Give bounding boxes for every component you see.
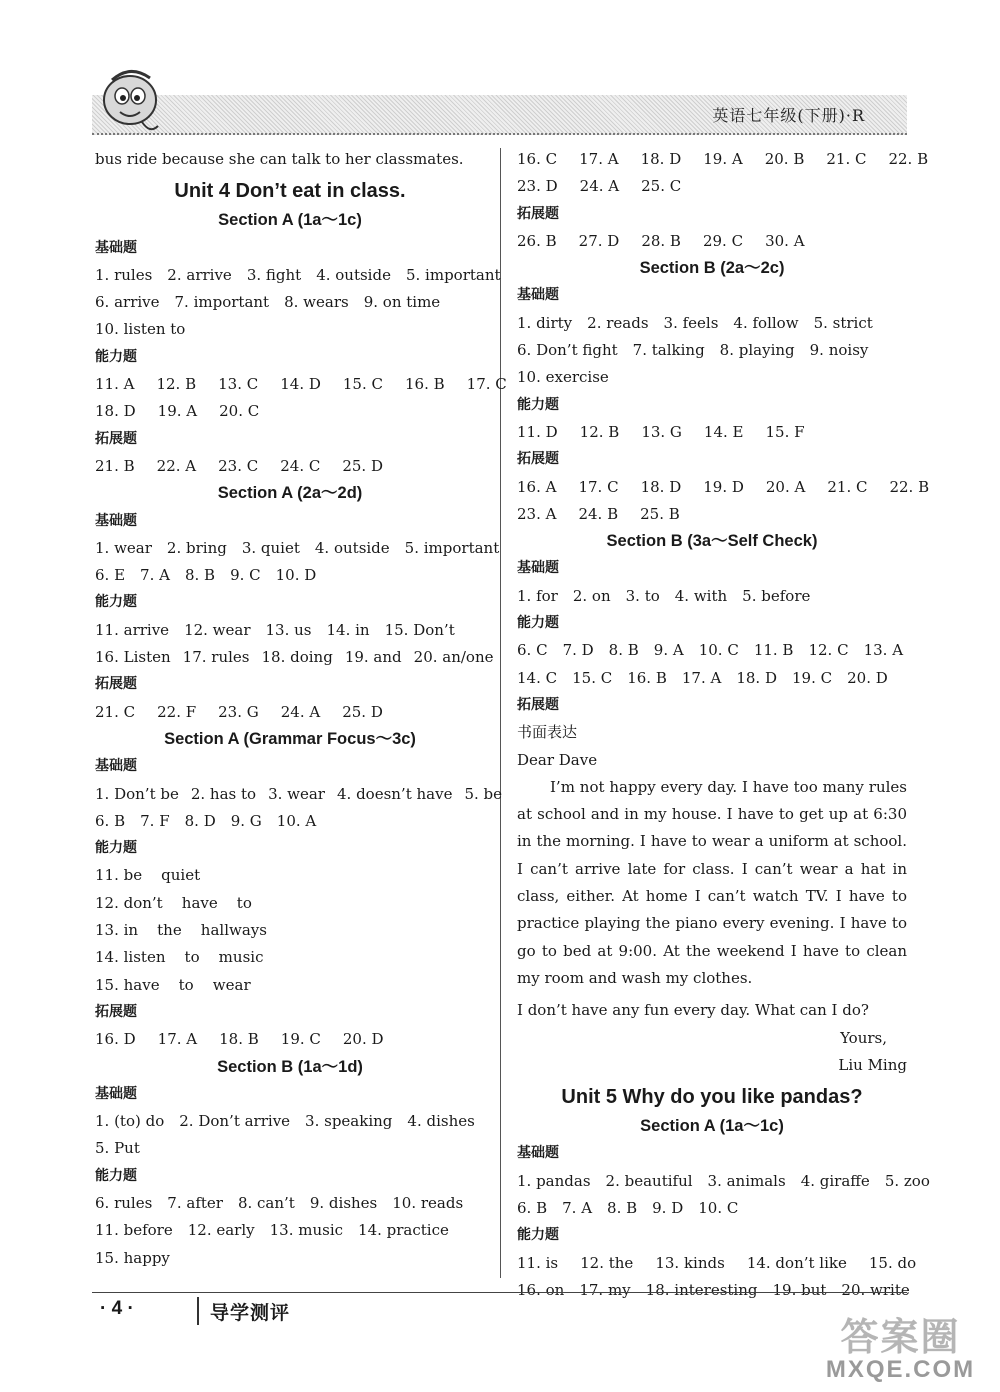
- column-divider: [500, 148, 501, 1278]
- category-label: 能力题: [517, 1227, 559, 1244]
- left-column: [95, 146, 507, 1272]
- answer-line: 12. don’t have to: [95, 893, 252, 912]
- answer-line: 21. B 22. A 23. C 24. C 25. D: [95, 456, 383, 475]
- category-label: 基础题: [95, 512, 137, 529]
- answer-line: 15. happy: [95, 1248, 170, 1267]
- footer-rule: [92, 1292, 907, 1293]
- answer-line: 1. pandas 2. beautiful 3. animals 4. giraffe 5. zoo: [517, 1171, 930, 1190]
- answer-line: 1. dirty 2. reads 3. feels 4. follow 5. strict: [517, 313, 873, 332]
- section-title: Section A (1a～1c): [218, 211, 362, 230]
- page-number: · 4 ·: [100, 1298, 134, 1319]
- intro-text: bus ride because she can talk to her classmates.: [95, 150, 464, 168]
- letter-body: I’m not happy every day. I have too many rules at school and in my house. I have to get up at 6:30 in the morning. I have to wear a uniform at school. I can’t arrive late for class. I can’t wear a hat in class, either. At home I can’t watch TV. I have to practice playing the piano every evening. I have to go to bed at 9:00. At the weekend I have to clean my room and wash my clothes.: [517, 777, 907, 987]
- category-label: 拓展题: [517, 696, 559, 713]
- answer-line: 11. be quiet: [95, 866, 201, 885]
- answer-line: 6. E 7. A 8. B 9. C 10. D: [95, 566, 317, 585]
- answer-line: 10. listen to: [95, 320, 186, 339]
- answer-line: 23. A 24. B 25. B: [517, 504, 680, 523]
- answer-line: 15. have to wear: [95, 975, 251, 994]
- category-label: 能力题: [95, 594, 137, 611]
- answer-line: 14. listen to music: [95, 948, 264, 967]
- unit5-title: Unit 5 Why do you like pandas?: [561, 1086, 863, 1109]
- section-title: Section B (3a～Self Check): [606, 532, 818, 551]
- answer-line: 1. for 2. on 3. to 4. with 5. before: [517, 586, 811, 605]
- answer-line: 16. A 17. C 18. D 19. D 20. A 21. C 22. B: [517, 477, 930, 496]
- letter-signoff: Yours,: [840, 1028, 887, 1047]
- category-label: 能力题: [95, 1167, 137, 1184]
- section-title: Section A (1a～1c): [640, 1117, 784, 1136]
- answer-line: 1. wear 2. bring 3. quiet 4. outside 5. important: [95, 538, 500, 557]
- category-label: 能力题: [95, 840, 137, 857]
- answer-line: 26. B 27. D 28. B 29. C 30. A: [517, 231, 805, 250]
- answer-line: 6. Don’t fight 7. talking 8. playing 9. noisy: [517, 341, 869, 360]
- category-label: 基础题: [517, 287, 559, 304]
- section-title: Section B (1a～1d): [217, 1057, 363, 1076]
- answer-line: 10. exercise: [517, 368, 609, 387]
- answer-line: 11. is 12. the 13. kinds 14. don’t like 15. do: [517, 1253, 917, 1272]
- answer-line: 5. Put: [95, 1139, 140, 1158]
- writing-label: 书面表达: [517, 723, 578, 742]
- watermark-text-cn: 答案圈: [840, 1315, 961, 1359]
- answer-line: 11. D 12. B 13. G 14. E 15. F: [517, 422, 805, 441]
- mascot-icon: [92, 60, 170, 138]
- answer-line: 18. D 19. A 20. C: [95, 402, 260, 421]
- answer-line: 11. arrive 12. wear 13. us 14. in 15. Don’t: [95, 620, 455, 639]
- answer-line: 1. rules 2. arrive 3. fight 4. outside 5. important: [95, 265, 501, 284]
- answer-line: 16. C 17. A 18. D 19. A 20. B 21. C 22. B: [517, 150, 929, 168]
- answer-line: 6. B 7. A 8. B 9. D 10. C: [517, 1198, 739, 1217]
- category-label: 能力题: [517, 396, 559, 413]
- category-label: 拓展题: [517, 205, 559, 222]
- answer-line: 16. D 17. A 18. B 19. C 20. D: [95, 1030, 384, 1049]
- answer-line: 13. in the hallways: [95, 921, 267, 940]
- answer-line: 6. rules 7. after 8. can’t 9. dishes 10. reads: [95, 1193, 464, 1212]
- answer-line: 6. B 7. F 8. D 9. G 10. A: [95, 811, 317, 830]
- answer-line: 21. C 22. F 23. G 24. A 25. D: [95, 702, 383, 721]
- category-label: 基础题: [517, 1145, 559, 1162]
- right-column: [517, 146, 930, 1304]
- category-label: 能力题: [517, 615, 559, 632]
- category-label: 基础题: [95, 758, 137, 775]
- answer-line: 14. C 15. C 16. B 17. A 18. D 19. C 20. D: [517, 668, 888, 687]
- footer-separator: [197, 1297, 199, 1325]
- brand-name: 导学测评: [210, 1302, 291, 1324]
- answer-line: 11. A 12. B 13. C 14. D 15. C 16. B 17. C: [95, 375, 507, 394]
- category-label: 基础题: [517, 560, 559, 577]
- answer-line: 1. Don’t be 2. has to 3. wear 4. doesn’t have 5. be: [95, 784, 503, 803]
- unit4-title: Unit 4 Don’t eat in class.: [174, 180, 406, 203]
- section-title: Section A (2a～2d): [217, 484, 363, 503]
- letter-greeting: Dear Dave: [517, 750, 598, 769]
- section-title: Section B (2a～2c): [639, 259, 785, 278]
- answer-line: 11. before 12. early 13. music 14. practice: [95, 1221, 449, 1240]
- answer-line: 6. C 7. D 8. B 9. A 10. C 11. B 12. C 13. A: [517, 641, 904, 660]
- category-label: 基础题: [95, 239, 137, 256]
- letter-closing-line: I don’t have any fun every day. What can I do?: [517, 1001, 869, 1020]
- category-label: 拓展题: [95, 430, 137, 447]
- category-label: 拓展题: [95, 1003, 137, 1020]
- category-label: 拓展题: [517, 451, 559, 468]
- category-label: 能力题: [95, 348, 137, 365]
- watermark-logo: [808, 1306, 993, 1386]
- section-title: Section A (Grammar Focus～3c): [164, 729, 416, 748]
- answer-line: 1. (to) do 2. Don’t arrive 3. speaking 4. dishes: [95, 1112, 475, 1131]
- answer-line: 16. on 17. my 18. interesting 19. but 20. write: [517, 1280, 910, 1299]
- category-label: 基础题: [95, 1085, 137, 1102]
- answer-line: 23. D 24. A 25. C: [517, 177, 682, 196]
- page-header: [92, 95, 907, 135]
- category-label: 拓展题: [95, 676, 137, 693]
- answer-line: 6. arrive 7. important 8. wears 9. on time: [95, 293, 441, 312]
- letter-signature: Liu Ming: [838, 1055, 907, 1074]
- answer-line: 16. Listen 17. rules 18. doing 19. and 20. an/one: [95, 648, 494, 667]
- watermark-url: MXQE.COM: [825, 1356, 976, 1383]
- header-title: 英语七年级(下册)·R: [712, 106, 865, 125]
